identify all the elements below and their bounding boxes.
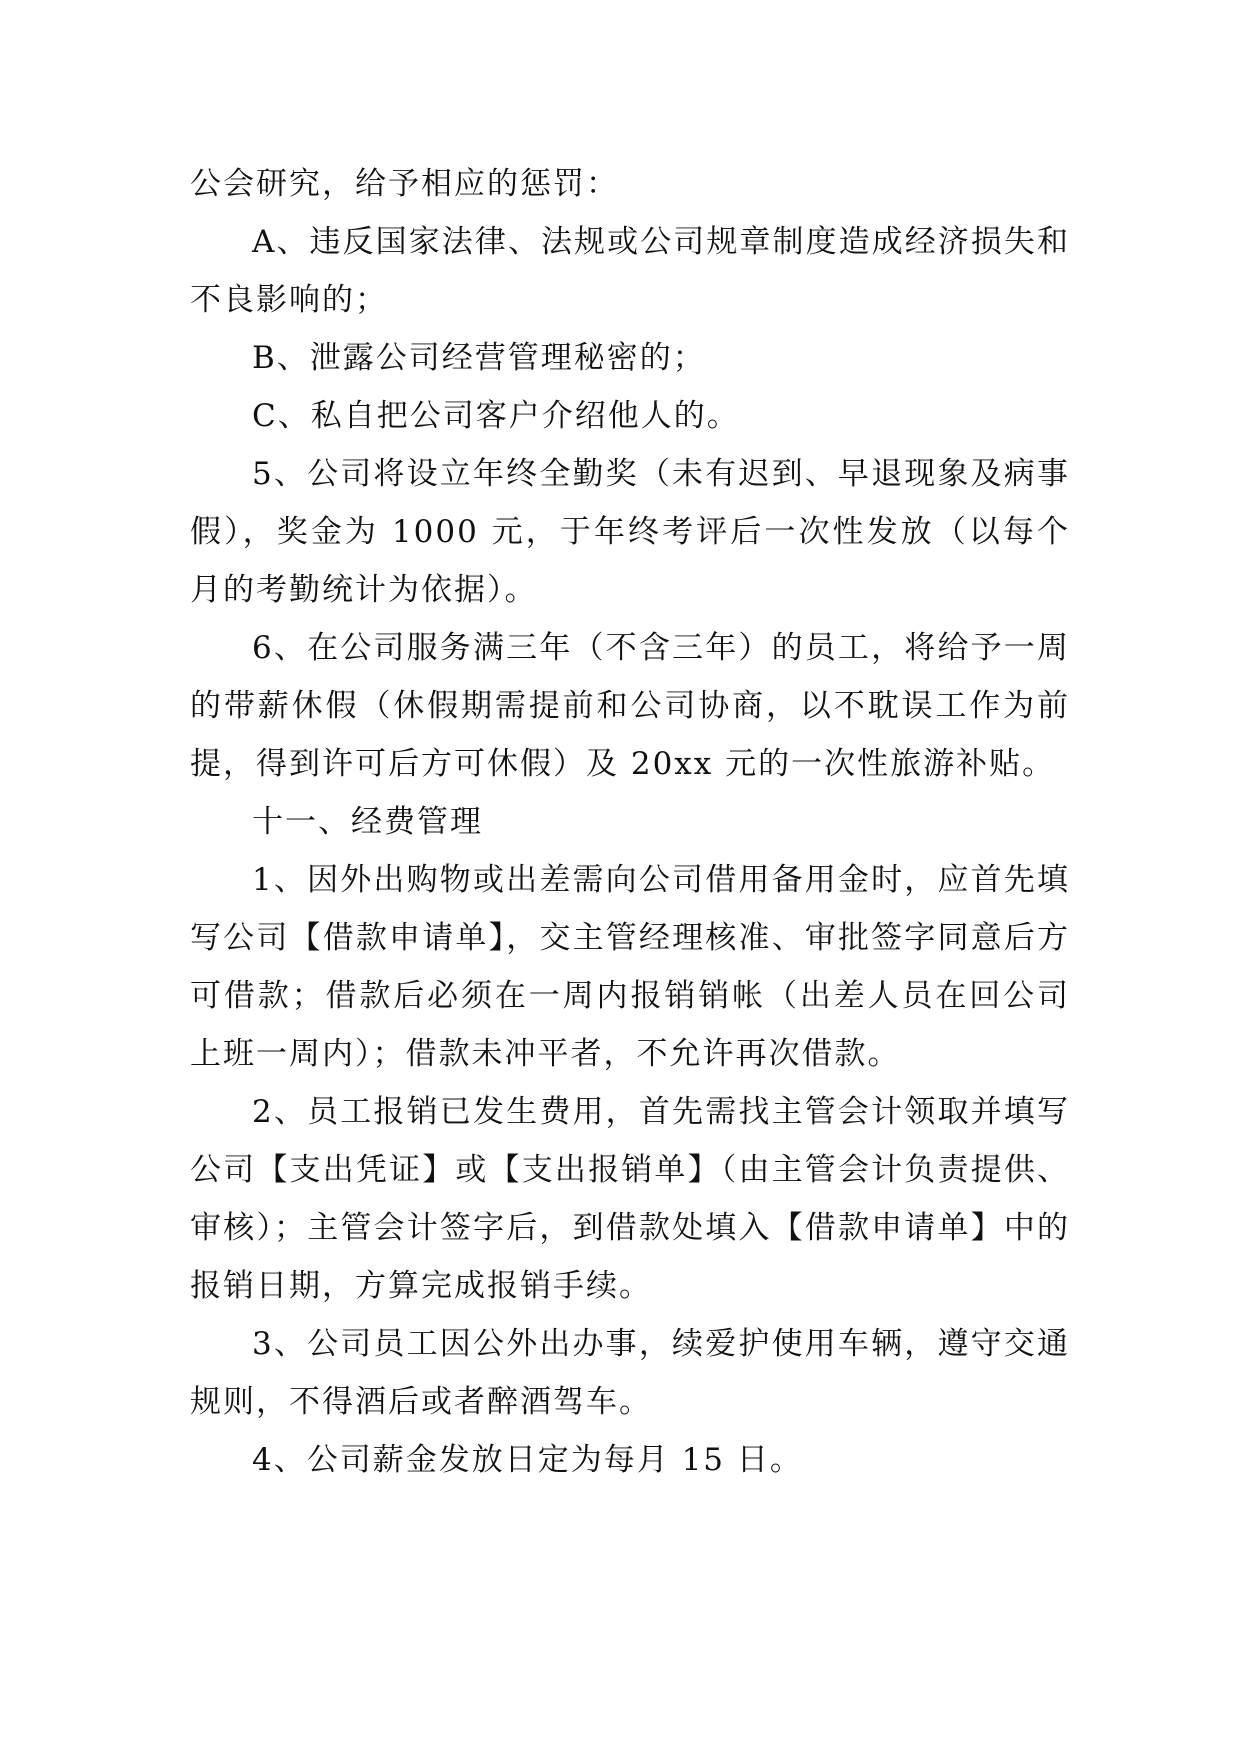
section-heading-11: 十一、经费管理: [252, 804, 483, 840]
paragraph-rule-5: 5、公司将设立年终全勤奖（未有迟到、早退现象及病事假），奖金为 1000 元，于年终考评后一次性发放（以每个月的考勤统计为依据）。: [190, 456, 1070, 608]
paragraph-continuation: 公会研究，给予相应的惩罚：: [190, 166, 619, 202]
paragraph-rule-6: 6、在公司服务满三年（不含三年）的员工，将给予一周的带薪休假（休假期需提前和公司协商，以不耽误工作为前提，得到许可后方可休假）及 20xx 元的一次性旅游补贴。: [190, 630, 1070, 782]
paragraph-item-a: A、违反国家法律、法规或公司规章制度造成经济损失和不良影响的；: [190, 224, 1070, 318]
paragraph-item-b: B、泄露公司经营管理秘密的；: [252, 340, 706, 376]
document-body: [190, 155, 1070, 1489]
paragraph-expense-3: 3、公司员工因公外出办事，续爱护使用车辆，遵守交通规则，不得酒后或者醉酒驾车。: [190, 1326, 1070, 1420]
paragraph-expense-4: 4、公司薪金发放日定为每月 15 日。: [252, 1442, 803, 1478]
paragraph-expense-1: 1、因外出购物或出差需向公司借用备用金时，应首先填写公司【借款申请单】，交主管经理核准、审批签字同意后方可借款；借款后必须在一周内报销销帐（出差人员在回公司上班一周内）；借款未冲平者，不允许再次借款。: [190, 862, 1070, 1072]
paragraph-item-c: C、私自把公司客户介绍他人的。: [252, 398, 740, 434]
paragraph-expense-2: 2、员工报销已发生费用，首先需找主管会计领取并填写公司【支出凭证】或【支出报销单】（由主管会计负责提供、审核）；主管会计签字后，到借款处填入【借款申请单】中的报销日期，方算完成报销手续。: [190, 1094, 1070, 1304]
